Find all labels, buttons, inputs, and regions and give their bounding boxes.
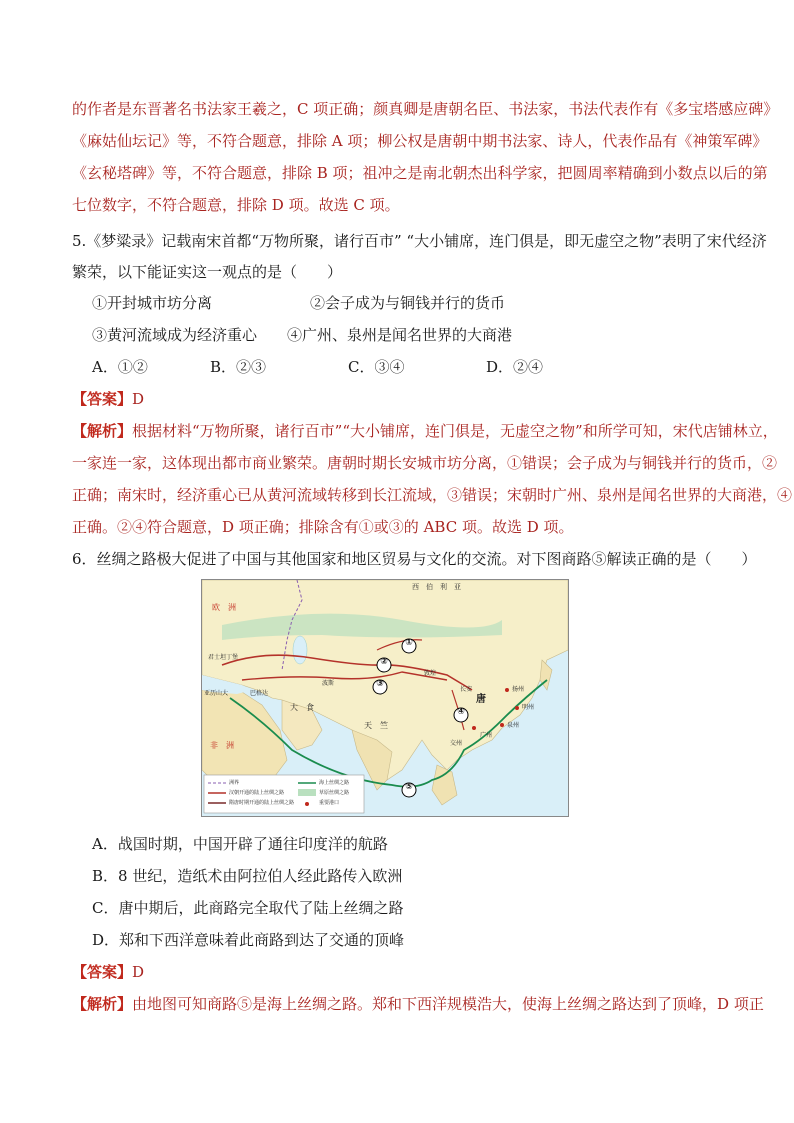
port-dot-quanzhou: [500, 723, 504, 727]
legend-label-later: 隋唐时期开通的陆上丝绸之路: [229, 800, 295, 806]
q5-analysis-text-1: 根据材料“万物所聚，诸行百市”“大小铺席，连门俱是，无虚空之物”和所学可知，宋代店铺林立，: [132, 422, 778, 440]
q5-answer: [72, 388, 144, 409]
q5-analysis-line-3: 正确；南宋时，经济重心已从黄河流域转移到长江流域，③错误；宋朝时广州、泉州是闻名世界的大商港，④: [72, 486, 793, 504]
map-label-africa: 非 洲: [210, 741, 234, 750]
map-label-persia: 波斯: [322, 680, 335, 687]
q6-answer-tag: 【答案】: [72, 963, 133, 981]
q6-analysis-text-1: 由地图可知商路⑤是海上丝绸之路。郑和下西洋规模浩大，使海上丝绸之路达到了顶峰，D 项正: [132, 995, 764, 1013]
legend-swatch-steppe: [298, 789, 316, 796]
q6-option-a: A．战国时期，中国开辟了通往印度洋的航路: [92, 835, 388, 853]
q6-answer-value: D: [132, 963, 145, 981]
q5-analysis-line-1: [72, 420, 778, 441]
map-label-siberia: 西 伯 利 亚: [412, 583, 461, 591]
q5-answer-value: D: [132, 390, 145, 408]
map-svg: [202, 580, 568, 816]
map-label-alexandria: 亚历山大: [204, 690, 229, 697]
route-number-5: ⑤: [405, 782, 413, 792]
intro-line-3: 《玄秘塔碑》等，不符合题意，排除 B 项；祖冲之是南北朝杰出科学家，把圆周率精确到小数点以后的第: [72, 164, 768, 182]
q5-item-3: ③黄河流域成为经济重心: [92, 326, 258, 344]
q6-analysis-tag: 【解析】: [72, 995, 133, 1013]
q5-analysis-tag: 【解析】: [72, 422, 133, 440]
q5-option-d: D．②④: [486, 358, 544, 376]
q5-item-2: ②会子成为与铜钱并行的货币: [310, 294, 506, 312]
q5-analysis-line-2: 一家连一家，这体现出都市商业繁荣。唐朝时期长安城市坊分离，①错误；会子成为与铜钱并行的货币，②: [72, 454, 778, 472]
legend-label-sea: 海上丝绸之路: [319, 780, 350, 786]
q6-answer: [72, 961, 144, 982]
map-label-constantinople: 君士坦丁堡: [208, 654, 239, 661]
q5-analysis-line-4: 正确。②④符合题意，D 项正确；排除含有①或③的 ABC 项。故选 D 项。: [72, 518, 574, 536]
map-label-guangzhou: 广州: [480, 732, 493, 739]
q6-option-b: B．8 世纪，造纸术由阿拉伯人经此路传入欧洲: [92, 867, 403, 885]
map-label-jiaozhou: 交州: [450, 740, 463, 747]
port-dot-guangzhou: [472, 726, 476, 730]
legend-label-han: 汉朝开通的陆上丝绸之路: [229, 790, 285, 796]
q5-option-a: A．①②: [92, 358, 148, 376]
intro-line-1: 的作者是东晋著名书法家王羲之，C 项正确；颜真卿是唐朝名臣、书法家，书法代表作有《多宝塔感应碑》: [72, 100, 779, 118]
port-dot-mingzhou: [515, 706, 519, 710]
port-dot-yangzhou: [505, 688, 509, 692]
map-label-baghdad: 巴格达: [250, 690, 269, 697]
map-label-tang: 唐: [476, 694, 486, 705]
route-number-3: ③: [376, 679, 384, 689]
legend-label-border: 洲界: [229, 780, 240, 786]
legend-swatch-port: [305, 802, 309, 806]
route-number-4: ④: [457, 707, 465, 717]
q6-stem: 6．丝绸之路极大促进了中国与其他国家和地区贸易与文化的交流。对下图商路⑤解读正确的是（ ）: [72, 550, 757, 568]
map-label-dunhuang: 敦煌: [424, 670, 437, 677]
silk-road-map: [201, 579, 569, 817]
q5-answer-tag: 【答案】: [72, 390, 133, 408]
map-label-yangzhou: 扬州: [512, 686, 525, 693]
q5-item-1: ①开封城市坊分离: [92, 294, 213, 312]
q5-stem-line-1: 5.《梦粱录》记载南宋首都“万物所聚，诸行百市” “大小铺席，连门俱是，即无虚空之物”表明了宋代经济: [72, 232, 767, 250]
map-label-europe: 欧 洲: [212, 603, 236, 612]
route-number-2: ②: [380, 657, 388, 667]
caspian-sea: [293, 636, 307, 664]
legend-label-port: 重要港口: [319, 800, 340, 806]
intro-line-4: 七位数字，不符合题意，排除 D 项。故选 C 项。: [72, 196, 400, 214]
map-label-tianzhu: 天 竺: [364, 721, 388, 730]
q6-option-d: D．郑和下西洋意味着此商路到达了交通的顶峰: [92, 931, 405, 949]
q6-analysis-line-1: [72, 993, 764, 1014]
map-label-dashi: 大 食: [290, 703, 314, 712]
map-label-quanzhou: 泉州: [507, 722, 520, 729]
route-number-1: ①: [405, 638, 413, 648]
map-label-changan: 长安: [460, 686, 473, 693]
q5-option-c: C．③④: [348, 358, 405, 376]
q5-stem-line-2: 繁荣，以下能证实这一观点的是（ ）: [72, 263, 343, 281]
map-label-mingzhou: 明州: [522, 704, 535, 711]
q6-option-c: C．唐中期后，此商路完全取代了陆上丝绸之路: [92, 899, 404, 917]
q5-item-4: ④广州、泉州是闻名世界的大商港: [287, 326, 513, 344]
intro-line-2: 《麻姑仙坛记》等，不符合题意，排除 A 项；柳公权是唐朝中期书法家、诗人，代表作品有《神策军碑》: [72, 132, 768, 150]
q5-option-b: B．②③: [210, 358, 267, 376]
legend-label-steppe: 草原丝绸之路: [319, 790, 350, 796]
